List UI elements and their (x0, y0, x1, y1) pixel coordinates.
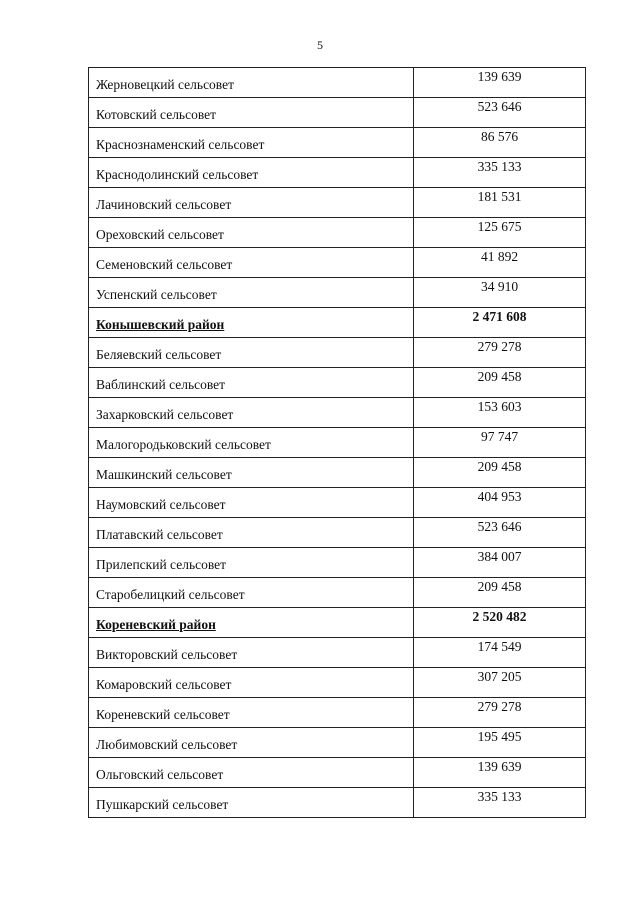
table-row (89, 638, 586, 668)
settlement-amount: 195 495 (414, 728, 586, 758)
settlement-name: Успенский сельсовет (89, 278, 414, 308)
settlement-name: Старобелицкий сельсовет (89, 578, 414, 608)
settlement-amount: 181 531 (414, 188, 586, 218)
settlement-amount: 404 953 (414, 488, 586, 518)
settlement-amount: 139 639 (414, 68, 586, 98)
district-total: 2 520 482 (414, 608, 586, 638)
table-body (89, 68, 586, 818)
settlement-amount: 523 646 (414, 518, 586, 548)
settlement-name: Семеновский сельсовет (89, 248, 414, 278)
allocation-table (88, 67, 586, 818)
settlement-amount: 174 549 (414, 638, 586, 668)
table-row (89, 98, 586, 128)
district-row (89, 308, 586, 338)
table-row (89, 668, 586, 698)
settlement-name: Наумовский сельсовет (89, 488, 414, 518)
settlement-amount: 209 458 (414, 458, 586, 488)
settlement-name: Комаровский сельсовет (89, 668, 414, 698)
settlement-amount: 279 278 (414, 698, 586, 728)
settlement-amount: 125 675 (414, 218, 586, 248)
settlement-amount: 384 007 (414, 548, 586, 578)
table-row (89, 578, 586, 608)
settlement-amount: 335 133 (414, 158, 586, 188)
settlement-amount: 209 458 (414, 578, 586, 608)
settlement-name: Малогородьковский сельсовет (89, 428, 414, 458)
settlement-name: Викторовский сельсовет (89, 638, 414, 668)
settlement-amount: 307 205 (414, 668, 586, 698)
table-row (89, 788, 586, 818)
settlement-amount: 97 747 (414, 428, 586, 458)
table-row (89, 218, 586, 248)
settlement-amount: 209 458 (414, 368, 586, 398)
settlement-amount: 523 646 (414, 98, 586, 128)
settlement-amount: 41 892 (414, 248, 586, 278)
table-row (89, 698, 586, 728)
settlement-name: Платавский сельсовет (89, 518, 414, 548)
district-name: Кореневский район (89, 608, 414, 638)
table-row (89, 338, 586, 368)
settlement-amount: 335 133 (414, 788, 586, 818)
table-row (89, 728, 586, 758)
table-row (89, 398, 586, 428)
settlement-name: Краснодолинский сельсовет (89, 158, 414, 188)
settlement-name: Жерновецкий сельсовет (89, 68, 414, 98)
table-row (89, 758, 586, 788)
settlement-name: Краснознаменский сельсовет (89, 128, 414, 158)
settlement-amount: 153 603 (414, 398, 586, 428)
table-row (89, 518, 586, 548)
settlement-name: Ваблинский сельсовет (89, 368, 414, 398)
page-number: 5 (317, 38, 323, 52)
settlement-amount: 86 576 (414, 128, 586, 158)
table-row (89, 488, 586, 518)
table-row (89, 68, 586, 98)
settlement-name: Прилепский сельсовет (89, 548, 414, 578)
settlement-name: Любимовский сельсовет (89, 728, 414, 758)
settlement-name: Пушкарский сельсовет (89, 788, 414, 818)
table-row (89, 128, 586, 158)
settlement-amount: 139 639 (414, 758, 586, 788)
table-row (89, 248, 586, 278)
table-row (89, 458, 586, 488)
settlement-name: Ольговский сельсовет (89, 758, 414, 788)
table-row (89, 278, 586, 308)
table-row (89, 548, 586, 578)
district-name: Конышевский район (89, 308, 414, 338)
district-total: 2 471 608 (414, 308, 586, 338)
settlement-name: Котовский сельсовет (89, 98, 414, 128)
table-row (89, 428, 586, 458)
settlement-name: Лачиновский сельсовет (89, 188, 414, 218)
settlement-name: Ореховский сельсовет (89, 218, 414, 248)
settlement-name: Машкинский сельсовет (89, 458, 414, 488)
table-row (89, 368, 586, 398)
settlement-name: Кореневский сельсовет (89, 698, 414, 728)
settlement-name: Захарковский сельсовет (89, 398, 414, 428)
settlement-amount: 279 278 (414, 338, 586, 368)
settlement-name: Беляевский сельсовет (89, 338, 414, 368)
table-row (89, 158, 586, 188)
district-row (89, 608, 586, 638)
table-row (89, 188, 586, 218)
settlement-amount: 34 910 (414, 278, 586, 308)
